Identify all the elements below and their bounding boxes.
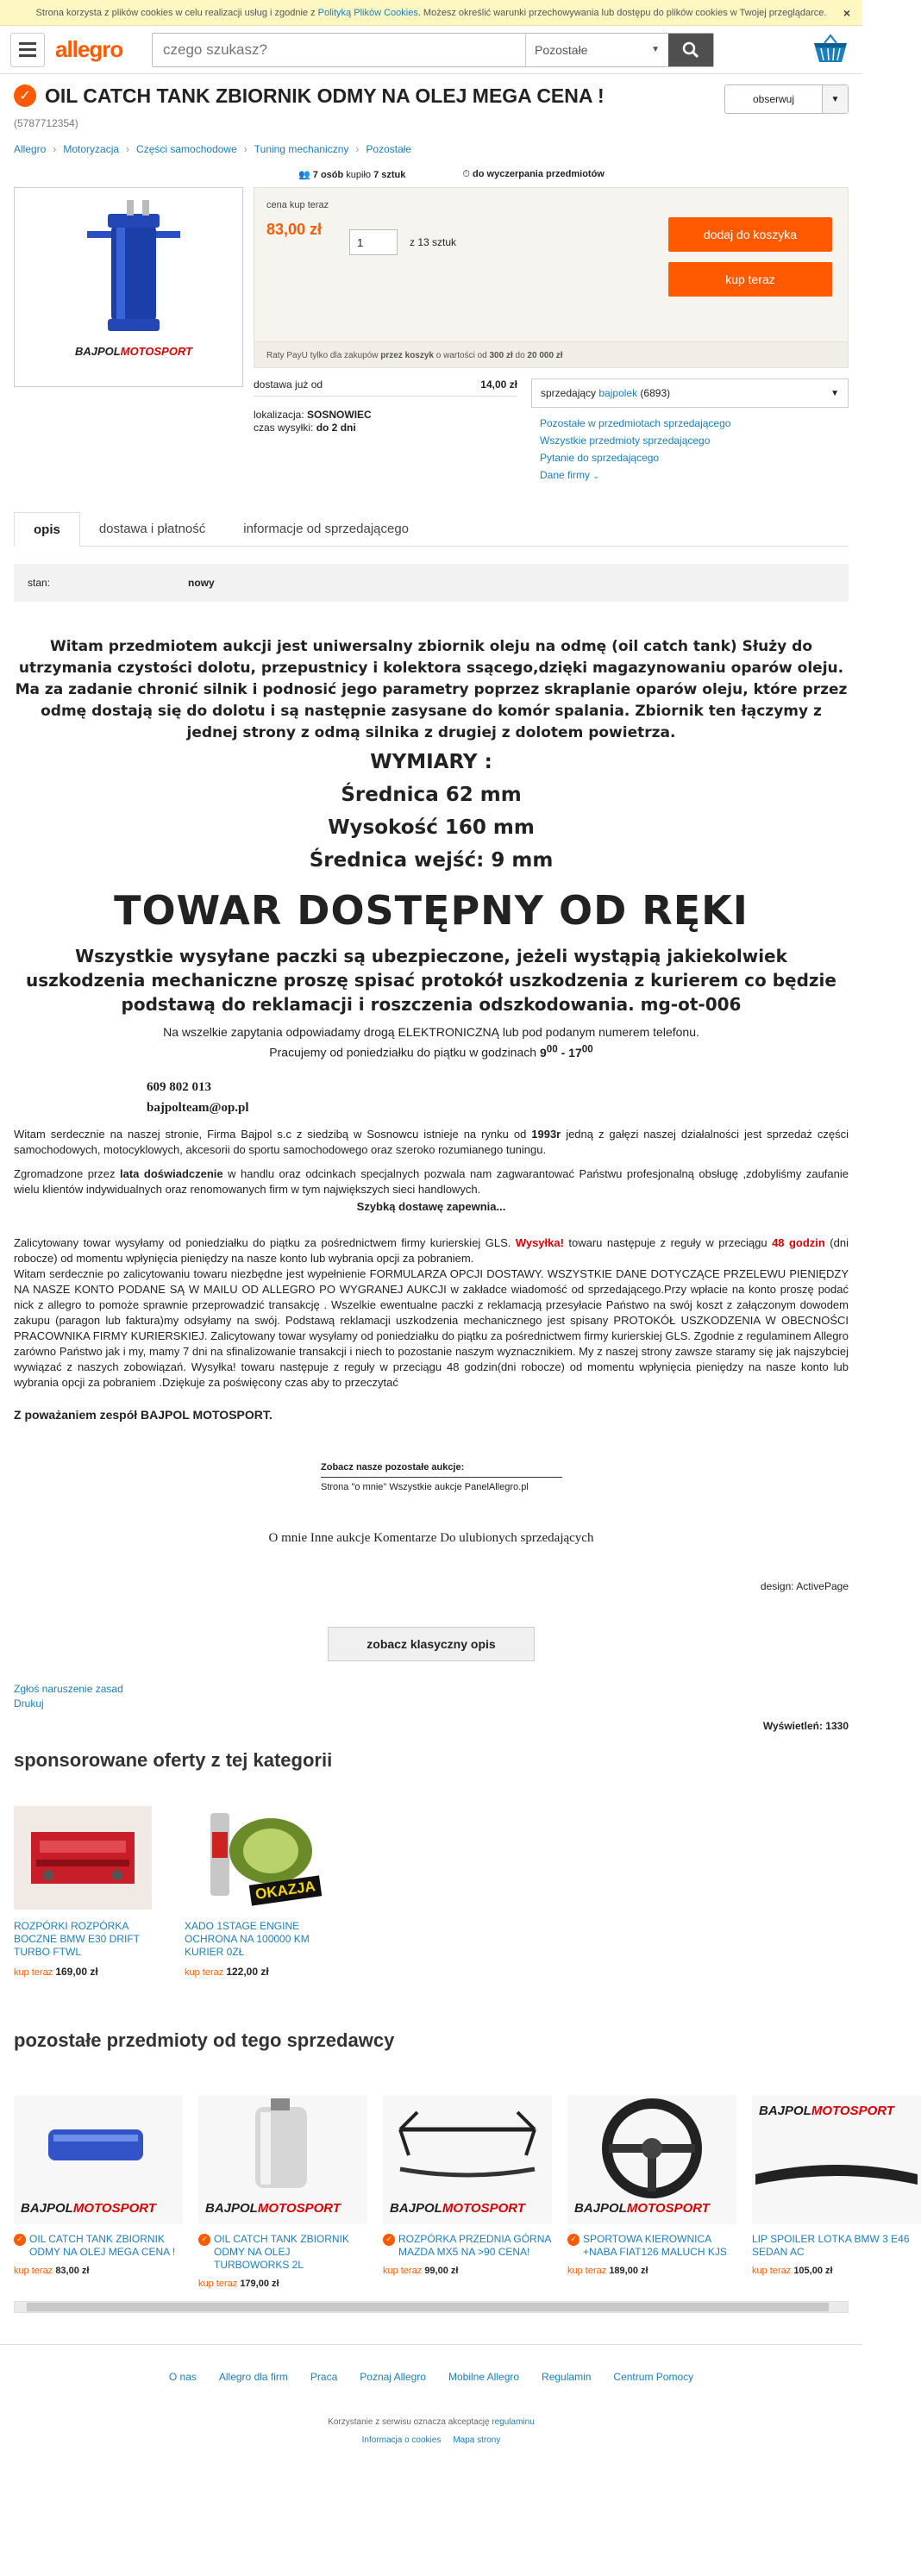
report-violation-link[interactable]: Zgłoś naruszenie zasad (14, 1682, 123, 1695)
bought-mid: kupiło (346, 170, 372, 180)
seller-item-image[interactable] (14, 2095, 183, 2224)
seller-item-title[interactable] (567, 2233, 736, 2259)
description-paragraph (14, 1166, 849, 1197)
brand-part: MOTOSPORT (626, 2200, 710, 2216)
price-label: kup teraz (14, 1966, 53, 1978)
seller-name-link[interactable]: bajpolek (598, 387, 638, 399)
shipping-note: Wszystkie wysyłane paczki są ubezpieczone, jeżeli wystąpią jakiekolwiek uszkodzenia mechaniczne proszę spisać protokół uszkodzenia z kurierem co będzie podstawą do reklamacji i roszczenia odszkodowania. mg-ot-006 (26, 946, 836, 1015)
price-label: kup teraz (185, 1966, 224, 1978)
sponsored-image[interactable] (185, 1806, 323, 1910)
seller-item-image[interactable] (198, 2095, 367, 2224)
price-value: 83,00 zł (55, 2265, 90, 2276)
delivery-info (254, 378, 517, 491)
seller-label: sprzedający (541, 387, 597, 399)
seller-item-price (198, 2279, 367, 2289)
description-intro: Witam przedmiotem aukcji jest uniwersalny zbiornik oleju na odmę (oil catch tank) Służy do utrzymania czystości dolotu, przepustnicy i kolektora ssącego,dzięki magazynowaniu oparów oleju. Ma za zadanie chronić silnik i podnosić jego parametry poprzez skraplanie oparów oleju, które przez odmę dostają się do dolotu i są następnie zasysane do komór spalania. Zbiornik ten łączymy z jednej strony z odmą silnika z drugiej z dolotem powietrza. (15, 638, 848, 741)
other-auctions-box (321, 1458, 849, 1497)
print-link[interactable]: Drukuj (14, 1697, 44, 1710)
category-select[interactable] (525, 34, 668, 66)
regulations-link[interactable]: regulaminu (492, 2417, 535, 2427)
image-brand (75, 345, 192, 358)
footer-link[interactable]: Allegro dla firm (218, 2370, 288, 2383)
seller-item[interactable] (752, 2095, 921, 2289)
state-row (14, 564, 849, 602)
brand-part: MOTOSPORT (811, 2103, 894, 2118)
text-red: 48 godzin (772, 1235, 825, 1249)
brand-part: BAJPOL (390, 2200, 442, 2216)
delivery-row[interactable] (254, 378, 517, 397)
seller-item[interactable] (14, 2095, 183, 2289)
observe-label: obserwuj (752, 93, 795, 105)
accept-text: Korzystanie z serwisu oznacza akceptację (328, 2417, 490, 2427)
brand-part: BAJPOL (75, 345, 121, 358)
seller-item-image[interactable] (383, 2095, 552, 2224)
views-count: Wyświetleń: 1330 (762, 1719, 849, 1732)
brand-part: MOTOSPORT (257, 2200, 341, 2216)
description-paragraph: Witam serdecznie po zalicytowaniu towaru niezbędne jest wypełnienie FORMULARZA OPCJI DOSTAWY. WSZYSTKIE DANE DOTYCZĄCE PRZELEWU PIENIĘDZY NA NASZE KONTO PODANE SĄ W MAILU OD ALLEGRO PO WYGRANEJ AUKCJI w zakładce wiadomość od sprzedającego.Przy wpłacie na konto proszę podać nick z allegro to pomoże sprawnie przeprowadzić transakcję . Wszelkie ewentualne paczki z reklamacją przesyłacie Państwo na swój koszt z załączonym dowodem zakupu (paragon lub faktura)my odsyłamy na swój. Podstawą reklamacji uszkodzenia mechanicznego jest spisany PROTOKÓŁ USZKODZENIA W OBECNOŚCI PRACOWNIKA FIRMY KURIERSKIEJ. Zalicytowany towar wysyłamy od poniedziałku do piątku za pośrednictwem firmy kurierskiej GLS. Zgodnie z regulaminem Allegro zarówno Państwo jak i my, mamy 7 dni na sfinalizowanie transakcji i niech to pozostanie naszym wyznacznikiem. My z naszej strony zawsze staramy się jak najszybciej wywiązać z naszych zobowiązań. Wysyłka! towaru następuje z reguły w przeciągu 48 godzin(dni robocze) od momentu wpłynięcia pieniędzy na nasze konto lub wybrania opcji za pobraniem .Dziękuje za poświęcony czas aby to przeczytać (14, 1266, 849, 1389)
sitemap-link[interactable]: Mapa strony (453, 2435, 501, 2445)
hours-to: 17 (568, 1045, 582, 1060)
breadcrumb-item[interactable]: Części samochodowe (136, 143, 237, 155)
chevron-down-icon: ⌄ (592, 472, 599, 480)
breadcrumb-item[interactable]: Allegro (14, 143, 47, 155)
seller-item[interactable] (198, 2095, 367, 2289)
cookie-bar (0, 0, 862, 26)
top-bar (0, 26, 862, 74)
sponsored-price (14, 1966, 169, 1978)
search-button[interactable] (668, 34, 713, 66)
offer-id: (5787712354) (14, 117, 78, 129)
add-to-cart-button[interactable]: dodaj do koszyka (668, 217, 832, 252)
tab-description[interactable]: opis (14, 512, 80, 547)
location-value: SOSNOWIEC (307, 409, 372, 421)
seller-item[interactable] (567, 2095, 736, 2289)
sponsored-item[interactable] (185, 1806, 340, 1978)
footer-accept (0, 2417, 862, 2427)
tabs (14, 512, 849, 547)
buy-now-button[interactable]: kup teraz (668, 262, 832, 297)
location-label: lokalizacja: (254, 409, 304, 421)
contact-hours (14, 1041, 849, 1061)
seller-item-image[interactable] (752, 2095, 921, 2224)
seller-serif-links[interactable]: O mnie Inne aukcje Komentarze Do ulubionych sprzedających (268, 1530, 594, 1545)
breadcrumb-item[interactable]: Motoryzacja (63, 143, 120, 155)
menu-icon[interactable] (10, 33, 45, 67)
seller-item-price (14, 2266, 183, 2276)
search-box (152, 33, 714, 67)
price-label: kup teraz (14, 2265, 53, 2276)
price-label: cena kup teraz (266, 200, 329, 210)
tab-seller-info[interactable]: informacje od sprzedającego (243, 522, 410, 536)
price-value: 99,00 zł (424, 2265, 459, 2276)
price-value: 105,00 zł (793, 2265, 833, 2276)
seller-item-price (567, 2266, 736, 2276)
description-paragraph (14, 1235, 849, 1266)
text: Zalicytowany towar wysyłamy od poniedziałku do piątku za pośrednictwem firmy kurierskiej GLS. (14, 1235, 511, 1249)
price-label: kup teraz (198, 2278, 238, 2289)
stock-info: z 13 sztuk (410, 236, 457, 248)
dimension-item: Wysokość 160 mm (328, 816, 535, 839)
seller-item-title-text: LIP SPOILER LOTKA BMW 3 E46 SEDAN AC (752, 2232, 910, 2258)
cookie-text-after: . Możesz określić warunki przechowywania lub dostępu do plików cookies w Twojej przeglądarce. (417, 7, 827, 18)
seller-box (531, 378, 849, 491)
chevron-down-icon: ▼ (830, 388, 839, 398)
location-info (254, 409, 517, 435)
logo[interactable]: allegro (55, 36, 123, 62)
payu-info (254, 342, 849, 368)
hours-from-sup: 00 (546, 1043, 558, 1054)
price-value: 169,00 zł (55, 1965, 98, 1978)
dimension-item: Średnica wejść: 9 mm (309, 849, 554, 872)
payu-bold: przez koszyk (380, 351, 434, 360)
seller-link[interactable]: Wszystkie przedmioty sprzedającego (540, 435, 711, 447)
below-buy (254, 378, 849, 491)
text: (dni robocze) od momentu wpłynięcia pieniędzy na nasze konto lub wybrania opcji za pobraniem. (14, 1235, 849, 1265)
text: jedną z gałęzi naszej działalności jest sprzedaż części samochodowych, motocyklowych, akcesorii do sportu samochodowego oraz szeroko rozumianego tuningu. (14, 1127, 849, 1156)
sponsored-title[interactable]: XADO 1STAGE ENGINE OCHRONA NA 100000 KM KURIER 0ZŁ (185, 1919, 310, 1958)
breadcrumb: Allegro › Motoryzacja › Części samochodowe › Tuning mechaniczny › Pozostałe (14, 143, 412, 155)
dimensions-heading: WYMIARY : (370, 751, 492, 773)
text-bold: Szybką dostawę zapewnia... (356, 1199, 506, 1213)
brand-part: BAJPOL (205, 2200, 258, 2216)
payu-bold: 300 zł (489, 351, 513, 360)
image-brand (574, 2201, 710, 2216)
sponsored-item[interactable] (14, 1806, 169, 1978)
check-icon: ✓ (14, 2234, 26, 2246)
tab-delivery[interactable]: dostawa i płatność (98, 522, 206, 536)
image-brand (390, 2201, 525, 2216)
strut-bar-image (14, 1806, 152, 1910)
seller-link[interactable]: Dane firmy (540, 469, 591, 481)
payu-text: o wartości od (435, 351, 487, 360)
seller-item-title-text: SPORTOWA KIEROWNICA +NABA FIAT126 MALUCH KJS (583, 2232, 727, 2258)
text: w handlu oraz odcinkach specjalnych pozwala nam zagwarantować Państwu profesjonalną obsługę ,zdobyliśmy zaufanie wielu klientów indywidualnych oraz renomowanych firm w tym największych sieci handlowych. (14, 1166, 849, 1196)
contact-line: Na wszelkie zapytania odpowiadamy drogą ELEKTRONICZNĄ lub pod podanym numerem telefonu. (163, 1025, 699, 1039)
email-address: bajpolteam@op.pl (147, 1100, 249, 1115)
brand-part: BAJPOL (574, 2200, 627, 2216)
text-bold: lata doświadczenie (120, 1166, 223, 1180)
price: 83,00 zł (266, 221, 323, 238)
cookies-info-link[interactable]: Informacja o cookies (361, 2435, 442, 2445)
dimension-item: Średnica 62 mm (341, 784, 522, 806)
payu-bold: 20 000 zł (527, 351, 563, 360)
description-paragraph (14, 1127, 849, 1158)
seller-items-list (0, 2052, 910, 2289)
delivery-price: 14,00 zł (480, 378, 517, 391)
sponsored-heading: sponsorowane oferty z tej kategorii (14, 1748, 333, 1771)
breadcrumb-item[interactable]: Pozostałe (366, 143, 412, 155)
cookie-policy-link[interactable]: Polityką Plików Cookies (317, 7, 418, 18)
image-brand (759, 2104, 894, 2118)
brand-part: MOTOSPORT (72, 2200, 156, 2216)
phone-number: 609 802 013 (147, 1079, 211, 1094)
contact-info (14, 1023, 849, 1061)
report-links (0, 1661, 862, 1711)
sponsored-price (185, 1966, 340, 1978)
search-input[interactable] (153, 34, 525, 66)
state-label: stan: (28, 577, 51, 589)
seller-header[interactable] (531, 378, 849, 408)
okazja-badge: OKAZJA (249, 1875, 322, 1905)
text-red: Wysyłka! (515, 1235, 564, 1249)
footer-links (0, 2371, 862, 2383)
other-auctions-title: Zobacz nasze pozostałe aukcje: (321, 1458, 562, 1478)
price-value: 189,00 zł (609, 2265, 648, 2276)
classic-description-button[interactable]: zobacz klasyczny opis (328, 1627, 535, 1661)
search-icon (682, 41, 699, 59)
phone-block (14, 1077, 849, 1118)
brand-part: MOTOSPORT (120, 345, 193, 358)
seller-item-title[interactable] (198, 2233, 367, 2272)
footer-link[interactable]: Mobilne Allegro (448, 2370, 520, 2383)
contact-line: Pracujemy od poniedziałku do piątku w godzinach (269, 1045, 537, 1060)
check-icon: ✓ (14, 84, 36, 107)
breadcrumb-item[interactable]: Tuning mechaniczny (254, 143, 349, 155)
footer (0, 2344, 862, 2488)
footer-link[interactable]: Praca (310, 2370, 338, 2383)
sponsored-title[interactable]: ROZPÓRKI ROZPÓRKA BOCZNE BMW E30 DRIFT TURBO FTWL (14, 1919, 140, 1958)
seller-item-title-text: ROZPÓRKA PRZEDNIA GÓRNA MAZDA MX5 NA >90 CENA! (398, 2232, 551, 2258)
price-value: 179,00 zł (240, 2278, 279, 2289)
price-label: kup teraz (383, 2265, 423, 2276)
buy-panel (254, 187, 849, 342)
bought-count: 7 sztuk (373, 170, 406, 180)
price-value: 122,00 zł (226, 1965, 269, 1978)
seller-item-price (383, 2266, 552, 2276)
text-bold: 1993r (531, 1127, 561, 1141)
ship-time-label: czas wysyłki: (254, 422, 314, 434)
text: Witam serdecznie na naszej stronie, Firma Bajpol s.c z siedzibą w Sosnowcu istnieje na rynku od (14, 1127, 527, 1141)
footer-link[interactable]: Poznaj Allegro (360, 2370, 426, 2383)
seller-items-heading: pozostałe przedmioty od tego sprzedawcy (14, 2029, 395, 2051)
price-label: kup teraz (752, 2265, 792, 2276)
cookie-text-before: Strona korzysta z plików cookies w celu realizacji usług i zgodnie z (35, 7, 316, 18)
offer-info-row (0, 169, 862, 180)
brand-part: BAJPOL (21, 2200, 73, 2216)
other-auctions-links[interactable]: Strona "o mnie" Wszystkie aukcje (321, 1481, 462, 1492)
people-icon: 👥 (298, 170, 310, 180)
bought-info (298, 169, 405, 180)
footer-link[interactable]: Regulamin (542, 2370, 592, 2383)
image-brand (21, 2201, 156, 2216)
seller-item[interactable] (383, 2095, 552, 2289)
scrollbar-thumb[interactable] (27, 2303, 829, 2311)
description (0, 602, 862, 1592)
seller-item-title[interactable] (383, 2233, 552, 2259)
hours-sep: - (557, 1045, 569, 1060)
bought-people: 7 osób (312, 170, 344, 180)
footer-link[interactable]: O nas (168, 2370, 197, 2383)
cart-icon[interactable] (809, 33, 852, 67)
main-offer-area (0, 180, 862, 491)
seller-link[interactable]: Pozostałe w przedmiotach sprzedającego (540, 417, 731, 429)
time-left (462, 169, 604, 180)
sponsored-image[interactable] (14, 1806, 152, 1910)
footer-link[interactable]: Centrum Pomocy (613, 2370, 694, 2383)
footer-small-links (0, 2435, 862, 2445)
description-paragraph (14, 1199, 849, 1215)
page-title: OIL CATCH TANK ZBIORNIK ODMY NA OLEJ MEGA CENA ! (45, 84, 605, 107)
availability-banner: TOWAR DOSTĘPNY OD RĘKI (114, 887, 749, 934)
buy-box (254, 187, 849, 491)
brand-part: MOTOSPORT (442, 2200, 525, 2216)
hours-to-sup: 00 (581, 1043, 593, 1054)
time-left-text: do wyczerpania przedmiotów (473, 169, 605, 179)
check-icon: ✓ (567, 2234, 580, 2246)
horizontal-scrollbar[interactable] (14, 2301, 849, 2313)
chevron-down-icon: ▼ (651, 45, 660, 54)
check-icon: ✓ (198, 2234, 210, 2246)
seller-rating: (6893) (640, 387, 671, 399)
quantity-row (349, 229, 456, 255)
payu-text: do (515, 351, 525, 360)
close-icon[interactable]: × (843, 6, 850, 20)
product-image[interactable] (14, 187, 243, 387)
brand-part: BAJPOL (759, 2103, 811, 2118)
title-row (0, 74, 862, 114)
chevron-down-icon[interactable]: ▼ (822, 85, 848, 113)
hours-from: 9 (539, 1045, 547, 1060)
seller-item-title[interactable] (752, 2233, 921, 2259)
seller-item-image[interactable] (567, 2095, 736, 2224)
ship-time-value: do 2 dni (316, 422, 356, 434)
delivery-label: dostawa już od (254, 378, 323, 391)
panel-allegro-link[interactable]: PanelAllegro.pl (464, 1481, 529, 1492)
seller-item-title-text: OIL CATCH TANK ZBIORNIK ODMY NA OLEJ TURBOWORKS 2L (214, 2232, 349, 2271)
clock-icon: ⏱ (462, 169, 470, 179)
text: towaru następuje z reguły w przeciągu (568, 1235, 768, 1249)
image-brand (205, 2201, 341, 2216)
price-label: kup teraz (567, 2265, 607, 2276)
seller-item-title[interactable] (14, 2233, 183, 2259)
seller-link[interactable]: Pytanie do sprzedającego (540, 452, 660, 464)
seller-item-price (752, 2266, 921, 2276)
state-value: nowy (188, 577, 215, 589)
signature: Z poważaniem zespół BAJPOL MOTOSPORT. (14, 1407, 273, 1422)
quantity-input[interactable]: 1 (349, 229, 398, 255)
sponsored-list (0, 1772, 862, 1978)
observe-button[interactable] (724, 84, 849, 114)
check-icon: ✓ (383, 2234, 395, 2246)
seller-item-title-text: OIL CATCH TANK ZBIORNIK ODMY NA OLEJ MEGA CENA ! (29, 2232, 176, 2258)
design-credit: design: ActivePage (760, 1579, 849, 1592)
text: Zgromadzone przez (14, 1166, 116, 1180)
category-select-value: Pozostałe (535, 42, 588, 57)
payu-text: Raty PayU tylko dla zakupów (266, 351, 379, 360)
seller-links (531, 408, 849, 491)
